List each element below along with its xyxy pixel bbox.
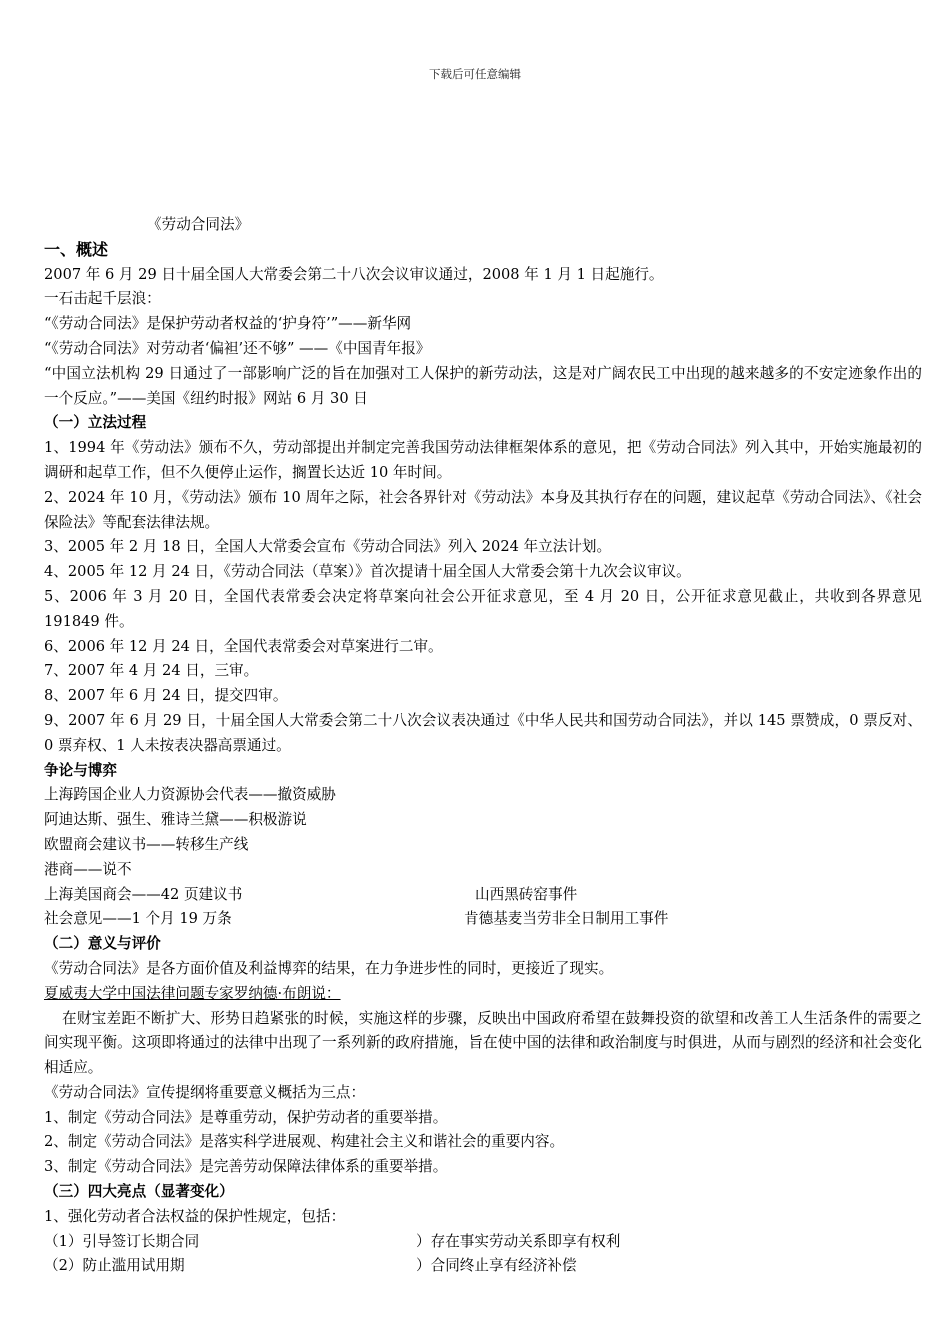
overview-quote: “《劳动合同法》对劳动者‘偏袒’还不够” ——《中国青年报》 bbox=[44, 339, 431, 357]
debate-item: 港商——说不 bbox=[44, 860, 132, 878]
process-item: 4、2005 年 12 月 24 日，《劳动合同法（草案）》首次提请十届全国人大常委会第十九次会议审议。 bbox=[44, 563, 691, 581]
page-header-note: 下载后可任意编辑 bbox=[429, 67, 521, 81]
significance-point: 3、制定《劳动合同法》是完善劳动保障法律体系的重要举措。 bbox=[44, 1158, 448, 1176]
overview-quote: “中国立法机构 29 日通过了一部影响广泛的旨在加强对工人保护的新劳动法，这是对广阔农民工中出现的越来越多的不安定迹象作出的一个反应。”——美国《纽约时报》网站 6 月 30 日 bbox=[44, 364, 922, 407]
significance-point: 1、制定《劳动合同法》是尊重劳动，保护劳动者的重要举措。 bbox=[44, 1108, 448, 1126]
debate-pair-left: 上海美国商会——42 页建议书 bbox=[44, 885, 243, 903]
debate-item: 上海跨国企业人力资源协会代表——撤资威胁 bbox=[44, 786, 336, 804]
highlight-pair-left: （1）引导签订长期合同 bbox=[44, 1232, 200, 1250]
expert-attribution: 夏威夷大学中国法律问题专家罗纳德·布朗说： bbox=[44, 984, 341, 1002]
debate-pair-left: 社会意见——1 个月 19 万条 bbox=[44, 910, 232, 928]
subsection-heading-significance: （二）意义与评价 bbox=[44, 935, 161, 953]
process-item: 9、2007 年 6 月 29 日，十届全国人大常委会第二十八次会议表决通过《中华人民共和国劳动合同法》，并以 145 票赞成，0 票反对、0 票弃权、1 人未按表决器高票通过。 bbox=[44, 711, 922, 754]
highlight-pair-right: ）合同终止享有经济补偿 bbox=[416, 1257, 577, 1275]
section-heading-overview: 一、概述 bbox=[44, 239, 109, 259]
process-item: 2、2024 年 10 月，《劳动法》颁布 10 周年之际，社会各界针对《劳动法》本身及其执行存在的问题，建议起草《劳动合同法》、《社会保险法》等配套法律法规。 bbox=[44, 488, 922, 531]
overview-quote: “《劳动合同法》是保护劳动者权益的‘护身符’”——新华网 bbox=[44, 315, 412, 333]
subsection-heading-highlights: （三）四大亮点（显著变化） bbox=[44, 1183, 234, 1201]
process-item: 5、2006 年 3 月 20 日，全国代表常委会决定将草案向社会公开征求意见，至 4 月 20 日，公开征求意见截止，共收到各界意见 191849 件。 bbox=[44, 587, 922, 630]
process-item: 7、2007 年 4 月 24 日，三审。 bbox=[44, 662, 259, 680]
process-item: 1、1994 年《劳动法》颁布不久，劳动部提出并制定完善我国劳动法律框架体系的意见，把《劳动合同法》列入其中，开始实施最初的调研和起草工作，但不久便停止运作，搁置长达近 10 年时间。 bbox=[44, 439, 922, 481]
document-title: 《劳动合同法》 bbox=[147, 216, 250, 233]
significance-point: 2、制定《劳动合同法》是落实科学进展观、构建社会主义和谐社会的重要内容。 bbox=[44, 1133, 565, 1151]
debate-heading: 争论与博弈 bbox=[44, 761, 117, 779]
expert-quote: 在财宝差距不断扩大、形势日趋紧张的时候，实施这样的步骤，反映出中国政府希望在鼓舞投资的欲望和改善工人生活条件的需要之间实现平衡。这项即将通过的法律中出现了一系列新的政府措施，旨在使中国的法律和政治制度与时俱进，从而与剧烈的经济和社会变化相适应。 bbox=[44, 1009, 922, 1077]
debate-pair-right: 肯德基麦当劳非全日制用工事件 bbox=[464, 910, 669, 928]
overview-line: 2007 年 6 月 29 日十届全国人大常委会第二十八次会议审议通过，2008 年 1 月 1 日起施行。 bbox=[44, 265, 664, 283]
debate-pair-row bbox=[44, 883, 922, 908]
debate-item: 欧盟商会建议书——转移生产线 bbox=[44, 835, 249, 853]
debate-pair-right: 山西黑砖窑事件 bbox=[475, 885, 578, 903]
document-body bbox=[44, 213, 922, 1279]
highlight-pair-row bbox=[44, 1230, 922, 1255]
overview-line: 一石击起千层浪： bbox=[44, 290, 161, 308]
debate-item: 阿迪达斯、强生、雅诗兰黛——积极游说 bbox=[44, 811, 307, 829]
subsection-heading-process: （一）立法过程 bbox=[44, 414, 147, 432]
process-item: 8、2007 年 6 月 24 日，提交四审。 bbox=[44, 687, 288, 705]
debate-pair-row bbox=[44, 907, 922, 932]
highlight-pair-row bbox=[44, 1254, 922, 1279]
highlight-pair-right: ）存在事实劳动关系即享有权利 bbox=[416, 1232, 621, 1250]
process-item: 3、2005 年 2 月 18 日，全国人大常委会宣布《劳动合同法》列入 2024 年立法计划。 bbox=[44, 538, 612, 556]
summary-intro: 《劳动合同法》宣传提纲将重要意义概括为三点： bbox=[44, 1083, 366, 1101]
highlight-item: 1、强化劳动者合法权益的保护性规定，包括： bbox=[44, 1207, 346, 1225]
process-item: 6、2006 年 12 月 24 日，全国代表常委会对草案进行二审。 bbox=[44, 637, 443, 655]
significance-intro: 《劳动合同法》是各方面价值及利益博弈的结果，在力争进步性的同时，更接近了现实。 bbox=[44, 959, 614, 977]
highlight-pair-left: （2）防止滥用试用期 bbox=[44, 1257, 185, 1275]
